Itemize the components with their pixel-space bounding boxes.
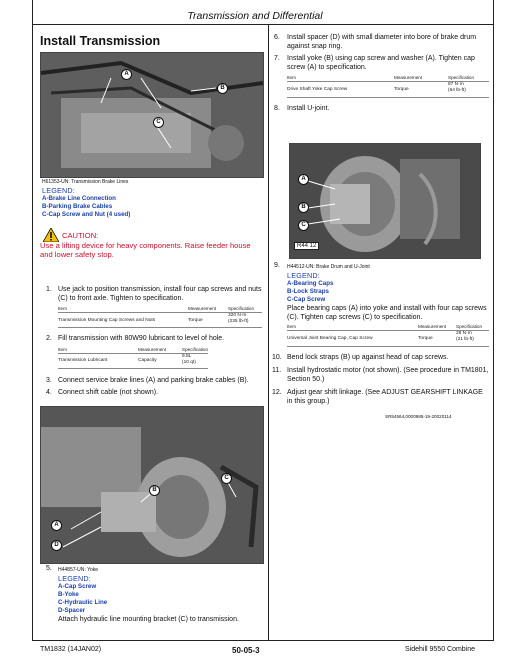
step8-number: 8. — [274, 105, 280, 112]
step4-number: 4. — [46, 389, 52, 396]
step6-number: 6. — [274, 34, 280, 41]
column-divider — [268, 24, 269, 640]
step9-legend-b: B-Lock Straps — [287, 288, 329, 295]
step2-table-item-head: Item — [58, 347, 67, 352]
step2-number: 2. — [46, 335, 52, 342]
step11-text: Install hydrostatic motor (not shown). (See procedure in TM1801, Section 50.) — [287, 367, 489, 383]
step3-number: 3. — [46, 377, 52, 384]
step1-text: Use jack to position transmission, install four cap screws and nuts (C) to front axle. Tighten to specification. — [58, 286, 262, 302]
step9-table-item: Universal Joint Bearing Cap, Cap Screw — [287, 336, 373, 341]
step5-legend-title: LEGEND: — [58, 574, 91, 583]
step2-table-spec-alt: (10 qt) — [182, 360, 196, 365]
step9-table-spec-alt: (21 lb-ft) — [456, 337, 474, 342]
step12-number: 12. — [272, 389, 282, 396]
step9-table-item-head: Item — [287, 324, 296, 329]
step9-legend-a: A-Bearing Caps — [287, 280, 334, 287]
step2-table-measure-head: Measurement — [138, 347, 167, 352]
section-title: Install Transmission — [40, 34, 161, 48]
step4-text: Connect shift cable (not shown). — [58, 389, 158, 396]
step9-table-spec-head: Specification — [456, 324, 483, 329]
step8-text: Install U-joint. — [287, 105, 330, 112]
step12-text: Adjust gear shift linkage. (See ADJUST GEARSHIFT LINKAGE in this group.) — [287, 389, 483, 405]
step9-legend-title: LEGEND: — [287, 271, 320, 280]
step2-table-rule-bottom — [58, 368, 208, 369]
step7-table-spec-alt: (64 lb-ft) — [448, 88, 466, 93]
callout-a: A — [121, 69, 132, 80]
step9-table-rule-bottom — [287, 346, 489, 347]
caution-icon — [43, 228, 59, 242]
step1-table-spec-value: 320 N·m — [228, 313, 247, 318]
step1-table-spec-alt: (235 lb-ft) — [228, 319, 249, 324]
transmission-illustration — [41, 53, 263, 177]
photo3-id: H44512-UN: Brake Drum and U-Joint — [287, 264, 370, 270]
step5-legend-d: D-Spacer — [58, 607, 86, 614]
document-code: SR54564,0000985-19-20020114 — [385, 414, 452, 419]
caution-text: Use a lifting device for heavy components. Raise feeder house and lower safety stop. — [40, 241, 251, 260]
step2-text: Fill transmission with 80W90 lubricant to level of hole. — [58, 335, 225, 342]
yoke-callout-d: D — [51, 540, 62, 551]
step1-table-item: Transmission Mounting Cap Screws and Nuts — [58, 318, 156, 323]
footer-rule — [32, 640, 494, 641]
step7-table-measure: Torque — [394, 87, 409, 92]
step2-table-item: Transmission Lubricant — [58, 358, 108, 363]
header-rule — [32, 24, 494, 25]
step1-table-spec-head: Specification — [228, 306, 255, 311]
step9-table-spec-value: 28 N·m — [456, 331, 472, 336]
photo1-legend-a: A-Brake Line Connection — [42, 195, 116, 202]
step6-text: Install spacer (D) with small diameter into bore of brake drum against snap ring. — [287, 34, 477, 50]
transmission-brake-lines-photo — [40, 52, 264, 178]
step1-table-measure: Torque — [188, 318, 203, 323]
step7-table-spec-value: 87 N·m — [448, 82, 464, 87]
step9-text: Place bearing caps (A) into yoke and install with four cap screws (C). Tighten cap screws (C) to specification. — [287, 305, 487, 321]
step5-legend-c: C-Hydraulic Line — [58, 599, 108, 606]
step1-table-item-head: Item — [58, 306, 67, 311]
drum-callout-a: A — [298, 174, 309, 185]
step1-table-measure-head: Measurement — [188, 306, 217, 311]
step9-legend-c: C-Cap Screw — [287, 296, 326, 303]
step3-text: Connect service brake lines (A) and parking brake cables (B). — [58, 377, 249, 384]
callout-c: C — [153, 117, 164, 128]
step5-legend-b: B-Yoke — [58, 591, 79, 598]
step10-text: Bend lock straps (B) up against head of cap screws. — [287, 354, 449, 361]
step1-number: 1. — [46, 286, 52, 293]
step2-table-spec-head: Specification — [182, 347, 209, 352]
left-margin-line — [32, 0, 33, 640]
photo1-legend-c: C-Cap Screw and Nut (4 used) — [42, 211, 131, 218]
photo1-id: H61353-UN: Transmission Brake Lines — [42, 179, 129, 185]
step2-table-measure: Capacity — [138, 358, 157, 363]
step9-number: 9. — [274, 262, 280, 269]
caution-label: CAUTION: — [62, 231, 99, 240]
photo2-id: H44857-UN: Yoke — [58, 567, 99, 573]
step5-text: Attach hydraulic line mounting bracket (C) to transmission. — [58, 616, 239, 623]
footer-manual-id: TM1832 (14JAN02) — [40, 646, 102, 653]
step9-table-measure-head: Measurement — [418, 324, 447, 329]
drum-callout-b: B — [298, 202, 309, 213]
step9-table-measure: Torque — [418, 336, 433, 341]
step7-table-measure-head: Measurement — [394, 75, 423, 80]
footer-page-number: 50-05-3 — [232, 646, 260, 655]
yoke-callout-b: B — [149, 485, 160, 496]
yoke-callout-c: C — [221, 473, 232, 484]
step11-number: 11. — [272, 367, 282, 374]
photo-tag: R44 12 — [294, 242, 319, 250]
drum-callout-c: C — [298, 220, 309, 231]
step7-number: 7. — [274, 55, 280, 62]
step5-number: 5. — [46, 565, 52, 572]
step10-number: 10. — [272, 354, 282, 361]
callout-b: B — [217, 83, 228, 94]
step7-table-item: Drive Shaft Yoke Cap Screw — [287, 87, 348, 92]
step7-table-spec-head: Specification — [448, 75, 475, 80]
brake-drum-photo — [289, 143, 481, 259]
page-header-title: Transmission and Differential — [187, 10, 323, 22]
right-margin-line — [493, 0, 494, 640]
photo1-legend-title: LEGEND: — [42, 186, 75, 195]
step7-table-rule-bottom — [287, 97, 489, 98]
footer-model: Sidehill 9550 Combine — [405, 646, 476, 653]
step2-table-spec-value: 9.8L — [182, 354, 192, 359]
brake-drum-illustration — [290, 144, 480, 258]
step7-table-item-head: Item — [287, 75, 296, 80]
yoke-callout-a: A — [51, 520, 62, 531]
photo1-legend-b: B-Parking Brake Cables — [42, 203, 113, 210]
step5-legend-a: A-Cap Screw — [58, 583, 97, 590]
step7-text: Install yoke (B) using cap screw and washer (A). Tighten cap screw (A) to specification. — [287, 55, 475, 71]
yoke-photo — [40, 406, 264, 564]
step1-table-rule-bottom — [58, 327, 262, 328]
